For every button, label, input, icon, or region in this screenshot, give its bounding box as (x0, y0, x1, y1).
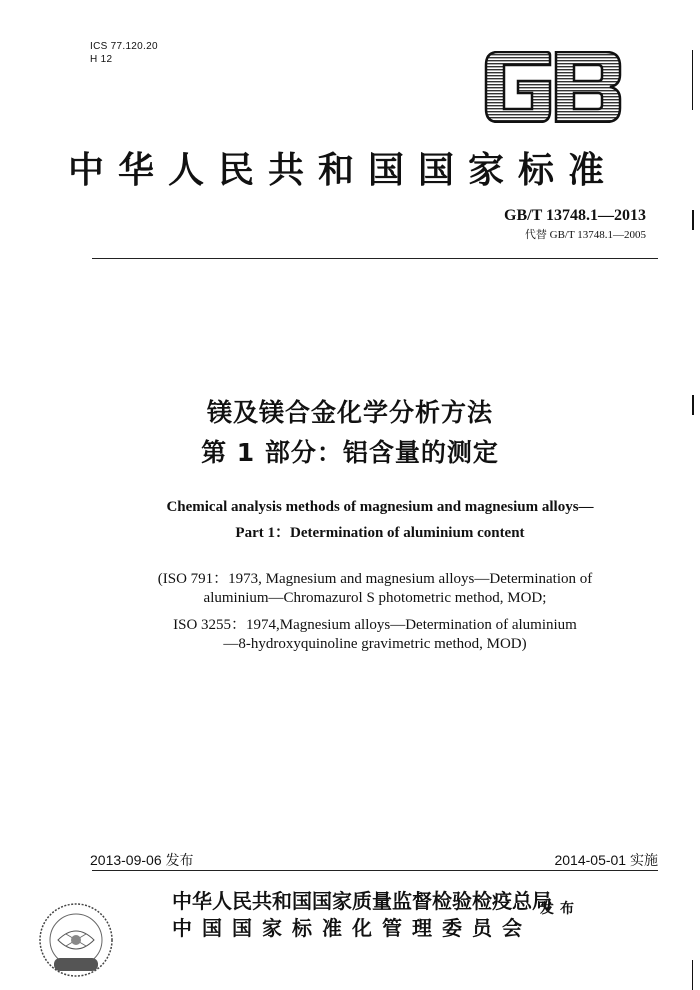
title-cn-line1: 镁及镁合金化学分析方法 (206, 398, 493, 427)
iso-ref-line1: (ISO 791：1973, Magnesium and magnesium alloys—Determination of (157, 571, 593, 587)
right-edge-mark-1 (692, 210, 694, 230)
standard-code: GB/T 13748.1—2013 (504, 207, 646, 224)
bottom-divider (92, 870, 658, 871)
title-cn-line2: 第 1 部分：铝含量的测定 (201, 438, 499, 467)
right-edge-mark-4 (692, 960, 693, 990)
right-edge-mark-2 (692, 395, 694, 415)
title-en-line1: Chemical analysis methods of magnesium and magnesium alloys— (166, 499, 594, 515)
replaces-code: 代替 GB/T 13748.1—2005 (524, 229, 646, 241)
ics-code: ICS 77.120.20 (90, 41, 158, 52)
ccs-code: H 12 (90, 54, 113, 65)
iso-ref-line3: ISO 3255：1974,Magnesium alloys—Determination of aluminium (173, 617, 577, 633)
implementation-date: 2014-05-01 实施 (554, 852, 658, 868)
iso-ref-line2: aluminium—Chromazurol S photometric method, MOD; (203, 590, 547, 606)
right-edge-mark-3 (692, 50, 693, 110)
issuer-line2: 中国国家标准化管理委员会 (172, 916, 532, 940)
issue-date: 2013-09-06 发布 (90, 852, 194, 868)
standard-title: 中华人民共和国国家标准 (68, 149, 619, 191)
iso-ref-line4: —8-hydroxyquinoline gravimetric method, MOD) (223, 636, 527, 652)
seal-stamp-icon (36, 900, 116, 980)
top-divider (92, 258, 658, 259)
title-en-line2: Part 1：Determination of aluminium content (235, 525, 525, 541)
issuer-line1: 中华人民共和国国家质量监督检验检疫总局 (172, 889, 552, 913)
publish-label: 发布 (540, 901, 580, 917)
gb-logo-icon (484, 51, 622, 123)
ics-block (90, 40, 158, 66)
